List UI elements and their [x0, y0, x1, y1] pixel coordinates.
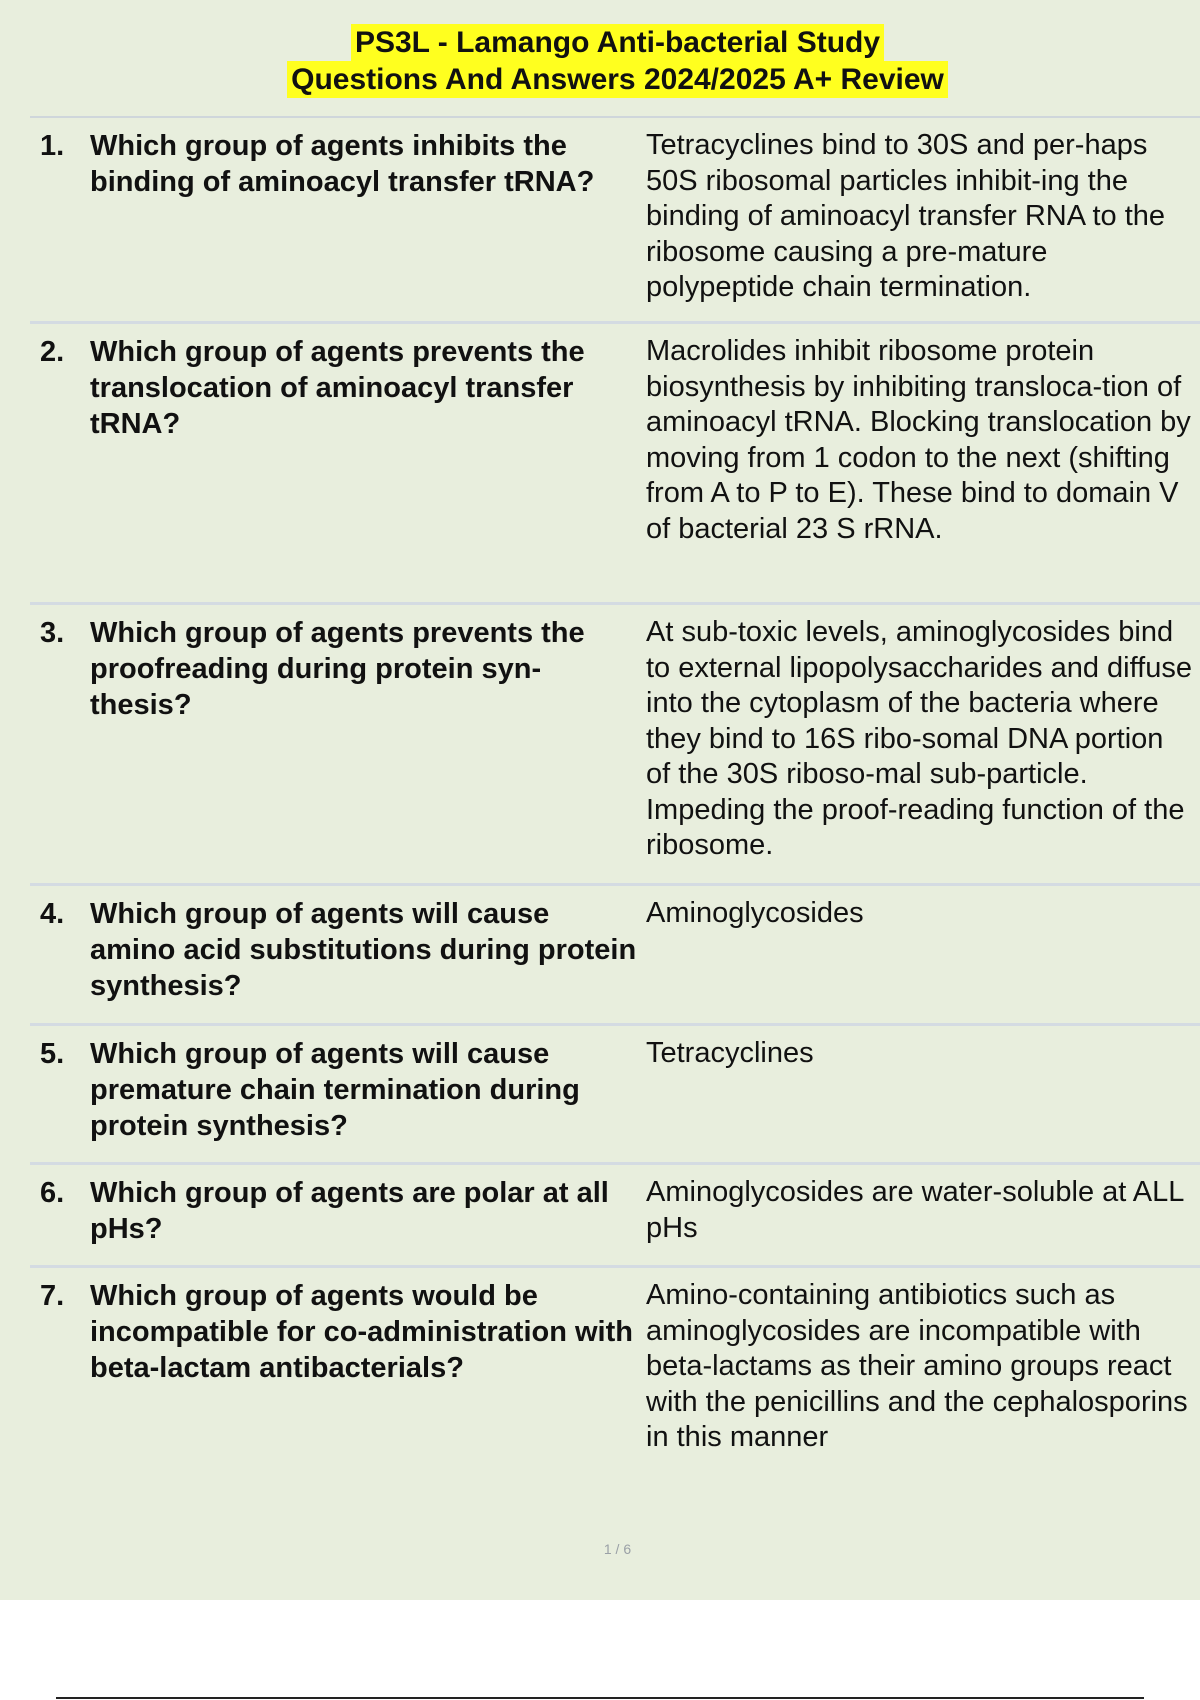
answer-text: Tetracyclines bind to 30S and per-haps 50S ribosomal particles inhibit-ing the binding of aminoacyl transfer RNA to the ribosome causing a pre-mature polypeptide chain termination. — [646, 129, 1166, 303]
answer-text: Tetracyclines — [646, 1037, 814, 1069]
question-text: Which group of agents prevents the proofreading during protein syn-thesis? — [90, 617, 585, 721]
answer-text: Aminoglycosides — [646, 897, 864, 929]
answer-text: Amino-containing antibiotics such as aminoglycosides are incompatible with beta-lactams as their amino groups react with the penicillins and the cephalosporins in this manner — [646, 1279, 1188, 1453]
qa-row — [30, 1165, 1200, 1268]
question-number: 3. — [40, 617, 65, 649]
question-text: Which group of agents prevents the translocation of aminoacyl transfer tRNA? — [90, 336, 585, 440]
question-number: 1. — [40, 130, 65, 162]
title-line-1: PS3L - Lamango Anti-bacterial Study — [351, 24, 884, 61]
title-line-2: Questions And Answers 2024/2025 A+ Review — [287, 61, 948, 98]
page-indicator: 1 / 6 — [603, 1541, 632, 1557]
question-number: 7. — [40, 1280, 65, 1312]
qa-row — [30, 1268, 1200, 1473]
question-number: 2. — [40, 336, 65, 368]
question-number: 5. — [40, 1038, 65, 1070]
question-number: 4. — [40, 898, 65, 930]
question-text: Which group of agents inhibits the binding of aminoacyl transfer tRNA? — [90, 130, 595, 198]
answer-text: Aminoglycosides are water-soluble at ALL pHs — [646, 1176, 1184, 1244]
question-text: Which group of agents will cause amino acid substitutions during protein synthesis? — [90, 898, 637, 1002]
qa-list — [30, 116, 1200, 1473]
qa-row — [30, 1026, 1200, 1165]
document-title — [0, 24, 1200, 98]
qa-row — [30, 324, 1200, 605]
qa-row — [30, 118, 1200, 324]
answer-text: At sub-toxic levels, aminoglycosides bind to external lipopolysaccharides and diffuse into the cytoplasm of the bacteria where they bind to 16S ribo-somal DNA portion of the 30S riboso-mal sub-particle. Impeding the proof-reading function of the ribosome. — [646, 616, 1192, 861]
answer-text: Macrolides inhibit ribosome protein biosynthesis by inhibiting transloca-tion of aminoacyl tRNA. Blocking translocation by moving from 1 codon to the next (shifting from A to P to E). These bind to domain V of bacterial 23 S rRNA. — [646, 335, 1191, 545]
question-number: 6. — [40, 1177, 65, 1209]
question-text: Which group of agents will cause premature chain termination during protein synthesis? — [90, 1038, 580, 1142]
question-text: Which group of agents would be incompatible for co-administration with beta-lactam antibacterials? — [90, 1280, 633, 1384]
qa-row — [30, 886, 1200, 1026]
qa-row — [30, 605, 1200, 886]
question-text: Which group of agents are polar at all pHs? — [90, 1177, 609, 1245]
footer-divider — [56, 1697, 1144, 1699]
